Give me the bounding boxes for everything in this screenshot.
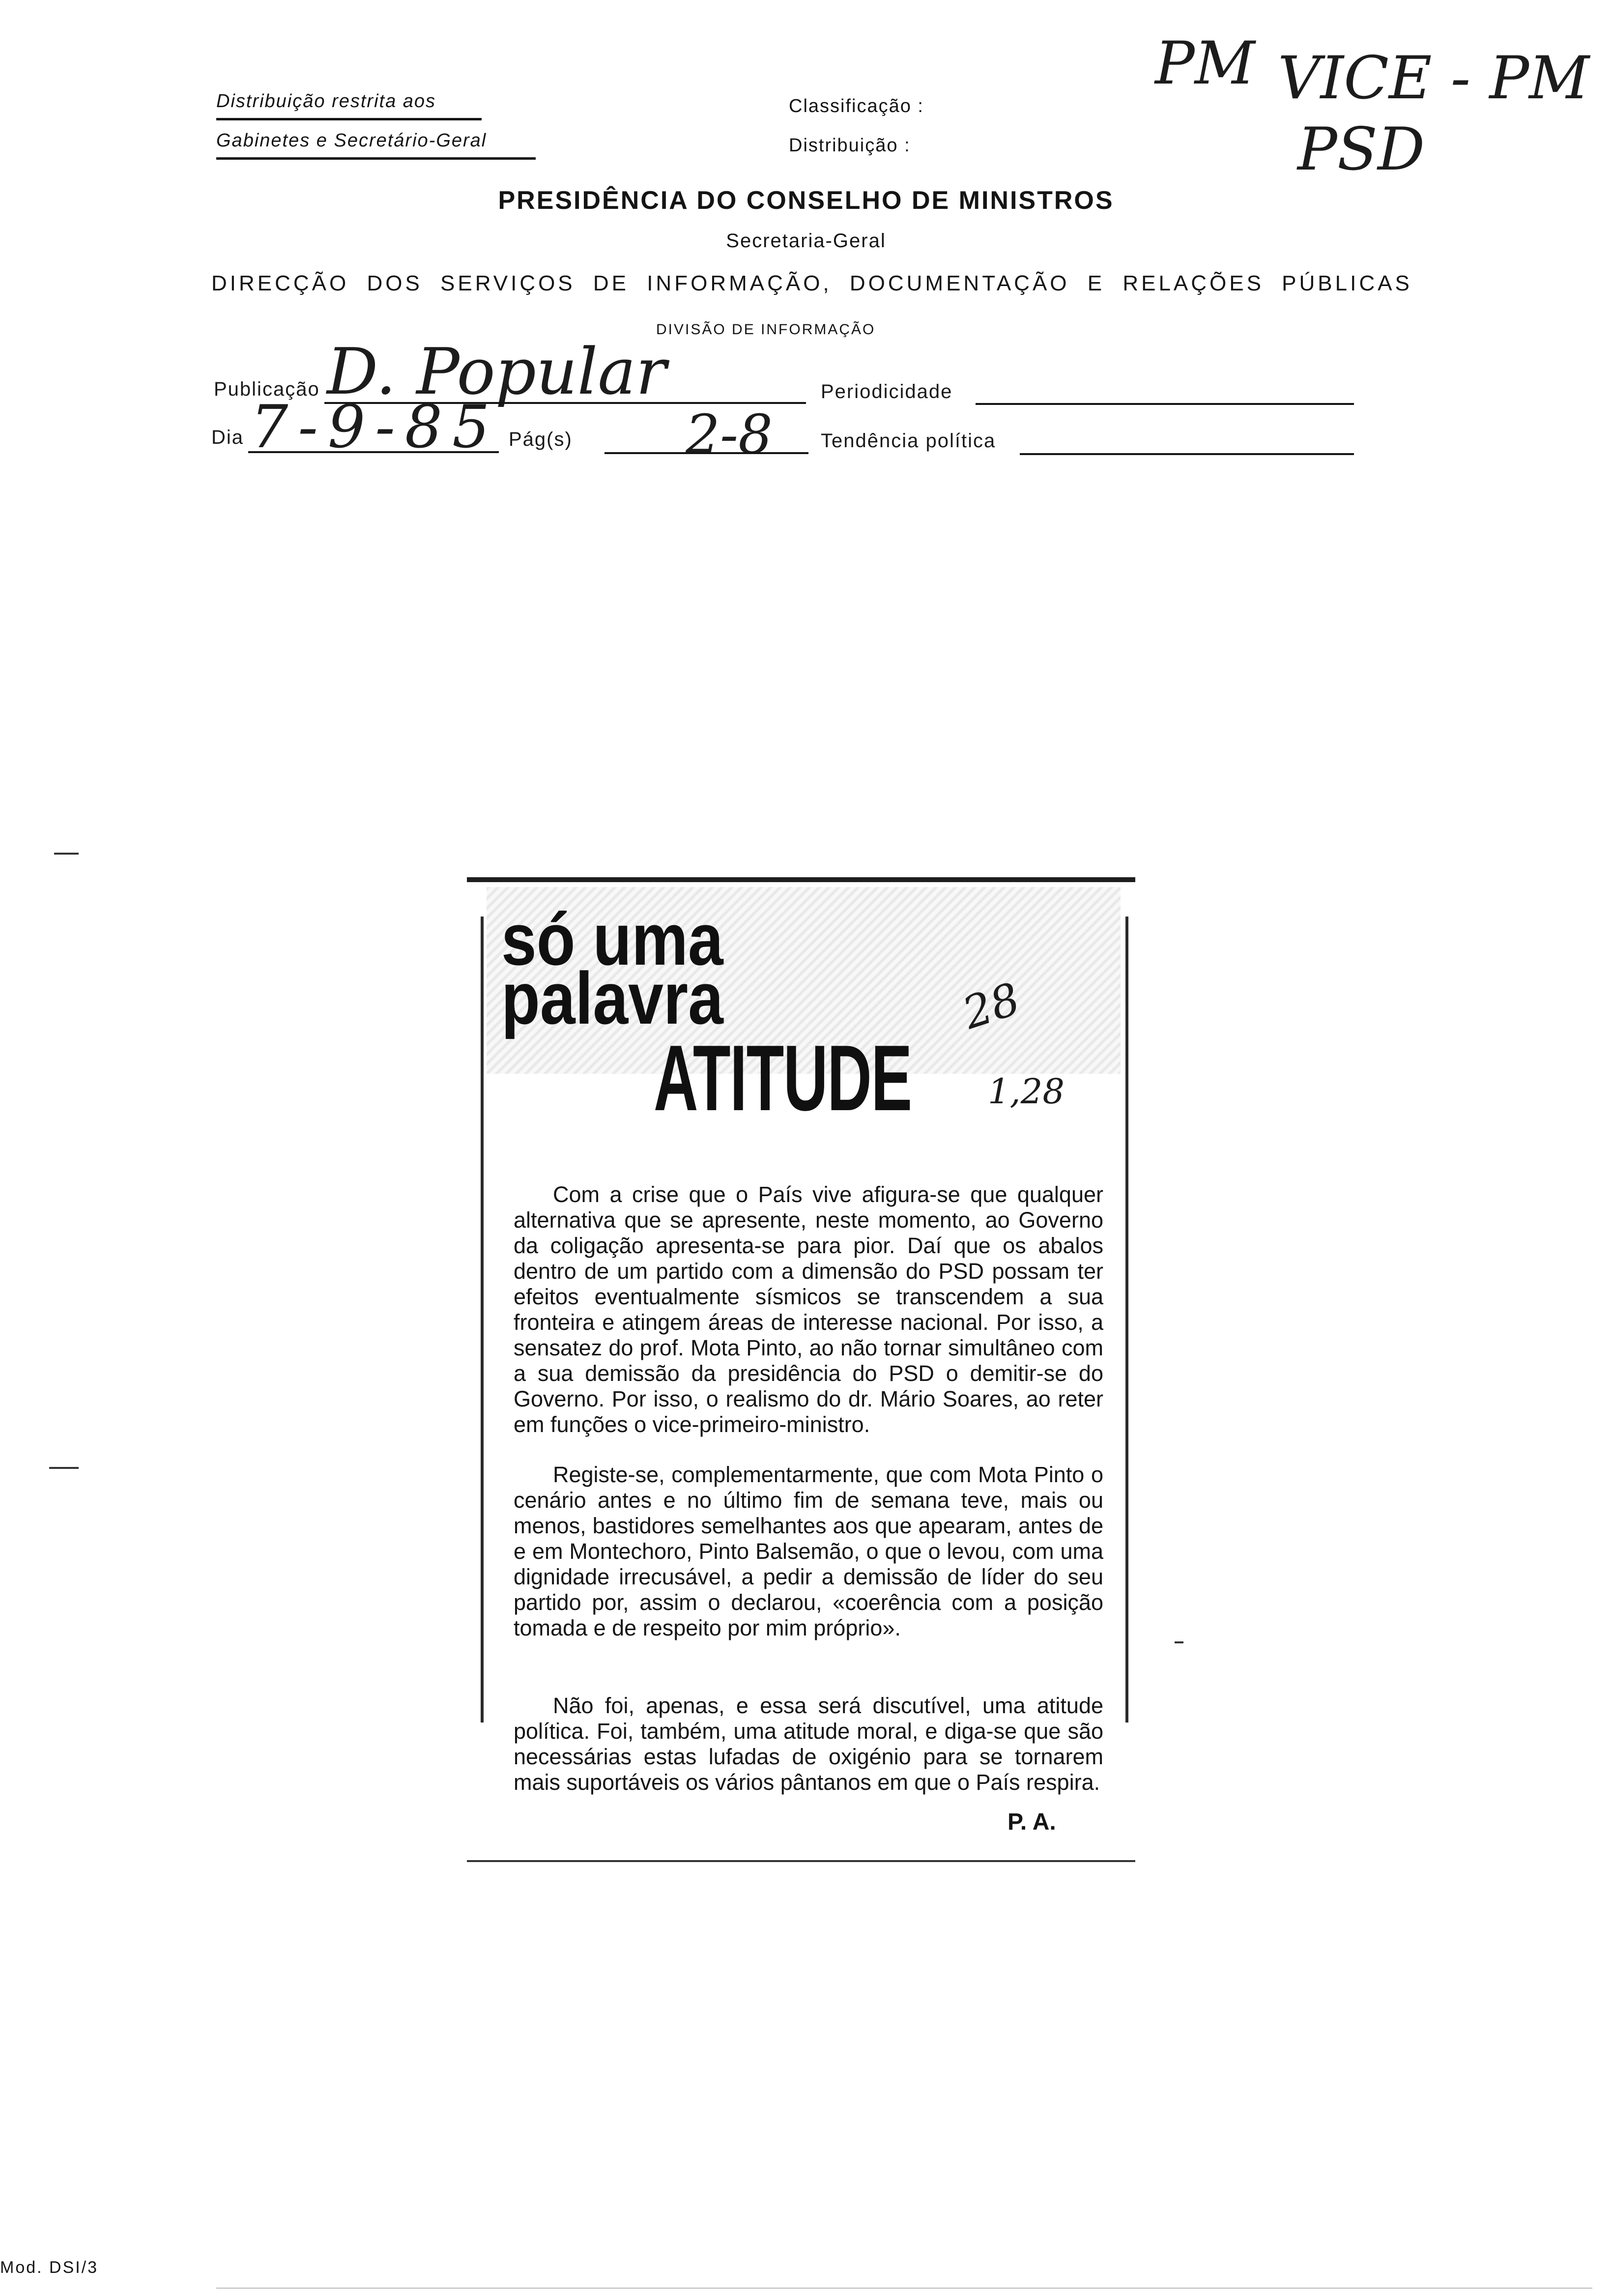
headline-line-3: ATITUDE [654, 1026, 912, 1130]
distribution-restricted-line2: Gabinetes e Secretário-Geral [216, 130, 487, 151]
handwritten-clip-annotation-2: 1,28 [988, 1071, 1065, 1112]
pages-label: Pág(s) [509, 429, 573, 450]
headline-line-2: palavra [501, 957, 723, 1039]
publication-value: D. Popular [327, 334, 666, 409]
form-code: Mod. DSI/3 [0, 2258, 99, 2277]
handwritten-pm-note: PM [1155, 29, 1255, 98]
page-title: PRESIDÊNCIA DO CONSELHO DE MINISTROS [498, 186, 1114, 215]
clipping-bottom-border [467, 1860, 1135, 1862]
directorate-heading: DIRECÇÃO DOS SERVIÇOS DE INFORMAÇÃO, DOCUMENTAÇÃO E RELAÇÕES PÚBLICAS [211, 271, 1412, 295]
periodicity-underline [976, 403, 1354, 405]
scan-mark [1175, 1641, 1183, 1643]
day-label: Dia [211, 427, 244, 448]
article-paragraph-3: Não foi, apenas, e essa será discutível, uma atitude política. Foi, também, uma atitude moral, e diga-se que são necessárias estas lufadas de oxigénio para se tornarem mais suportáveis os vários pântanos em que o País respira. [514, 1693, 1103, 1795]
clipping-right-border [1125, 917, 1128, 1722]
headline-line-1: só uma [501, 898, 723, 980]
scan-mark [49, 1467, 79, 1469]
distribution-underline-2 [216, 157, 536, 160]
pages-underline [604, 452, 808, 454]
distribution-underline-1 [216, 118, 482, 120]
page-subtitle: Secretaria-Geral [726, 230, 886, 252]
classification-label: Classificação : [789, 96, 924, 116]
newspaper-clipping [467, 877, 1135, 1865]
day-underline [248, 451, 499, 453]
handwritten-vice-pm-note: VICE - PM [1278, 44, 1589, 113]
pages-value: 2-8 [686, 403, 773, 466]
division-heading: DIVISÃO DE INFORMAÇÃO [656, 321, 876, 338]
article-paragraph-2: Registe-se, complementarmente, que com Mota Pinto o cenário antes e no último fim de semana teve, mais ou menos, bastidores semelhantes aos que apearam, antes de e em Montechoro, Pinto Balsemão, o que o levou, com uma dignidade irrecusável, a pedir a demissão de líder do seu partido por, assim o declarou, «coerência com a posição tomada e de respeito por mim próprio». [514, 1462, 1103, 1640]
distribution-restricted-line1: Distribuição restrita aos [216, 91, 436, 112]
clipping-left-border [481, 917, 484, 1722]
tendency-underline [1020, 453, 1354, 455]
distribution-label: Distribuição : [789, 135, 911, 156]
tendency-label: Tendência política [821, 430, 996, 452]
handwritten-clip-annotation-1: 28 [956, 973, 1026, 1040]
article-signature: P. A. [1008, 1809, 1056, 1835]
scan-mark [54, 853, 79, 855]
clipping-top-border [467, 877, 1135, 882]
article-paragraph-1: Com a crise que o País vive afigura-se que qualquer alternativa que se apresente, neste momento, ao Governo da coligação apresenta-se para pior. Daí que os abalos dentro de um partido com a dimensão do PSD possam ter efeitos eventualmente sísmicos se transcendem a sua fronteira e atingem áreas de interesse nacional. Por isso, a sensatez do prof. Mota Pinto, ao não tornar simultâneo com a sua demissão da presidência do PSD o demitir-se do Governo. Por isso, o realismo do dr. Mário Soares, ao reter em funções o vice-primeiro-ministro. [514, 1182, 1103, 1437]
handwritten-psd-note: PSD [1297, 115, 1425, 184]
periodicity-label: Periodicidade [821, 381, 953, 402]
publication-label: Publicação [214, 378, 320, 400]
day-value: 7-9-85 [251, 393, 500, 461]
scan-mark [216, 2288, 1592, 2289]
